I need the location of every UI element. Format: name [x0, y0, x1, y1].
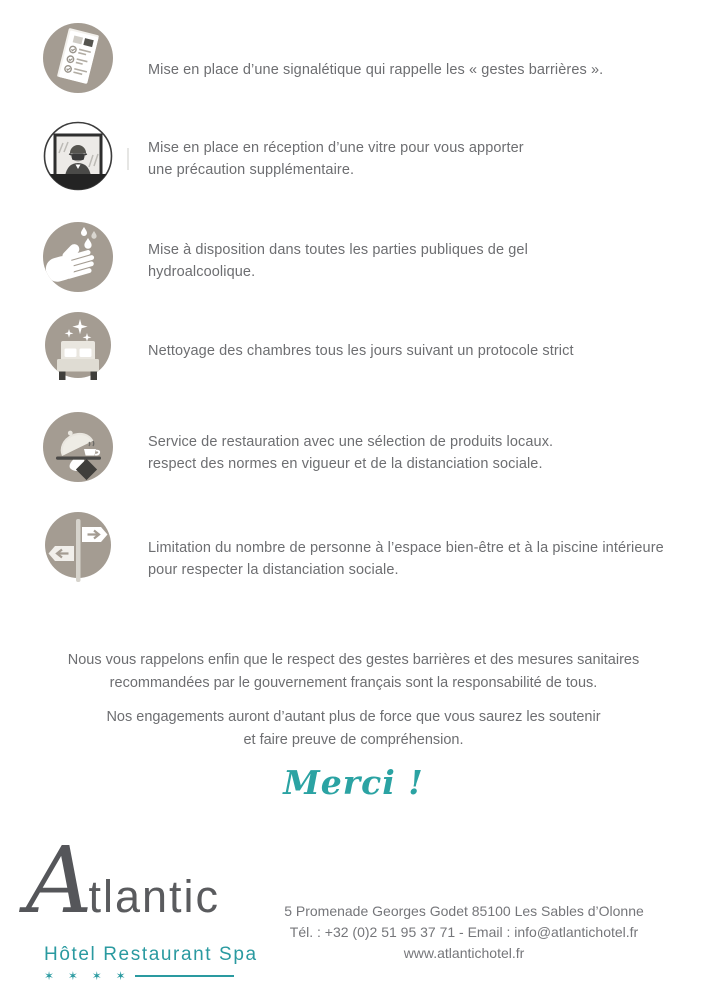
reception-screen-icon [42, 120, 114, 192]
measure-line: Nettoyage des chambres tous les jours suivant un protocole strict [148, 343, 574, 359]
measure-text-cleaning [148, 340, 668, 362]
measure-text-limitation [148, 537, 668, 581]
thanks-script-text: Merci ! [283, 763, 424, 802]
paragraph-line: et faire preuve de compréhension. [243, 732, 464, 748]
paragraph-line: Nous vous rappelons enfin que le respect des gestes barrières et des mesures sanitaires [67, 652, 640, 668]
hotel-logo [26, 827, 258, 983]
measure-line: Limitation du nombre de personne à l’espace bien-être et à la piscine intérieure [148, 540, 664, 556]
star-icons: ✶ ✶ ✶ ✶ [44, 969, 131, 983]
logo-underline [135, 975, 234, 977]
room-cleaning-icon [42, 311, 114, 383]
measure-line: Mise en place d’une signalétique qui rappelle les « gestes barrières ». [148, 62, 604, 78]
reception-icon-divider [127, 148, 129, 170]
contact-website: www.atlantichotel.fr [403, 945, 525, 961]
checklist-signage-icon [42, 22, 114, 94]
contact-phone-email: Tél. : +32 (0)2 51 95 37 71 - Email : info@atlantichotel.fr [289, 924, 639, 940]
measure-text-signage [148, 59, 668, 81]
logo-rest: tlantic [88, 871, 221, 922]
paragraph-line: Nos engagements auront d’autant plus de force que vous saurez les soutenir [106, 709, 601, 725]
measure-line: Mise en place en réception d’une vitre pour vous apporter [148, 140, 524, 156]
measure-line: une précaution supplémentaire. [148, 162, 355, 178]
logo-stars-row [44, 970, 234, 982]
logo-wordmark [26, 827, 240, 934]
measure-line: Mise à disposition dans toutes les parties publiques de gel [148, 242, 528, 258]
measure-text-gel [148, 239, 668, 283]
measure-text-reception [148, 137, 668, 181]
measure-line: Service de restauration avec une sélection de produits locaux. [148, 434, 554, 450]
logo-subtitle: Hôtel Restaurant Spa [44, 944, 258, 965]
hand-sanitizer-icon [42, 221, 114, 293]
contact-address: 5 Promenade Georges Godet 85100 Les Sables d’Olonne [284, 903, 644, 919]
contact-block [268, 901, 660, 964]
closing-engagement-paragraph [0, 706, 707, 752]
measure-line: pour respecter la distanciation sociale. [148, 562, 399, 578]
closing-reminder-paragraph [0, 649, 707, 695]
measure-line: hydroalcoolique. [148, 264, 256, 280]
restaurant-service-icon [42, 411, 114, 483]
measure-text-restaurant [148, 431, 668, 475]
paragraph-line: recommandées par le gouvernement français sont la responsabilité de tous. [109, 675, 598, 691]
signpost-limitation-icon [42, 511, 114, 583]
measure-line: respect des normes en vigueur et de la distanciation sociale. [148, 456, 543, 472]
logo-initial: A [26, 827, 93, 934]
